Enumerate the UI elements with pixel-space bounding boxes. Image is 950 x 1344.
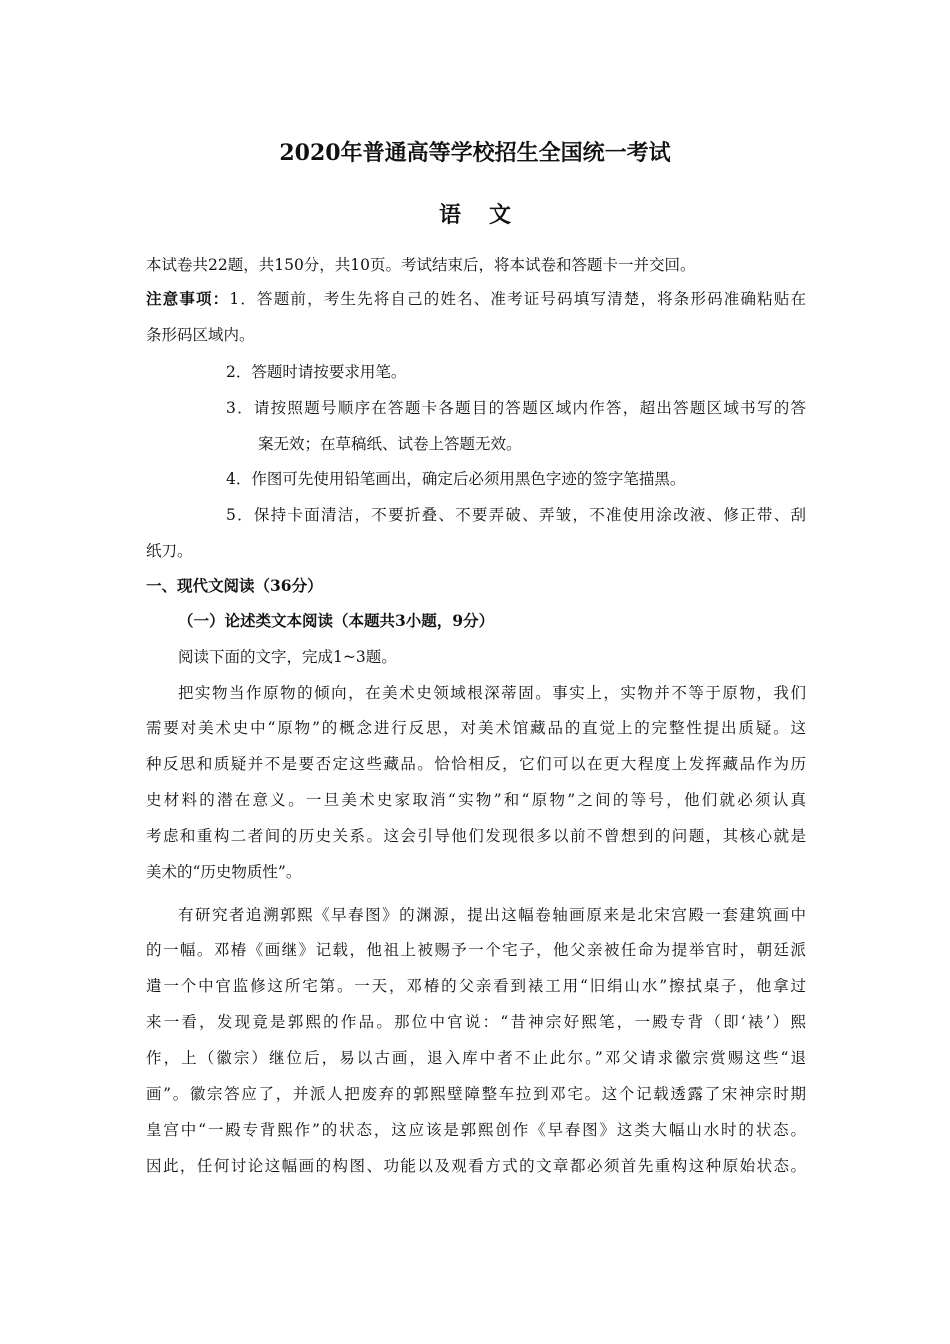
passage-p2-line: 画”。徽宗答应了，并派人把废弃的郭熙壁障整车拉到邓宅。这个记载透露了宋神宗时期 xyxy=(146,1085,806,1103)
passage-p2-line: 因此，任何讨论这幅画的构图、功能以及观看方式的文章都必须首先重构这种原始状态。 xyxy=(146,1157,806,1175)
subsection-heading: （一）论述类文本阅读（本题共3小题，9分） xyxy=(178,611,495,630)
notice-label: 注意事项： xyxy=(146,289,230,308)
passage-p2-line: 的一幅。邓椿《画继》记载，他祖上被赐予一个宅子，他父亲被任命为提举官时，朝廷派 xyxy=(146,941,806,959)
passage-p1-line: 史材料的潜在意义。一旦美术史家取消“实物”和“原物”之间的等号，他们就必须认真 xyxy=(146,791,806,809)
notice-item-1-text: 1．答题前，考生先将自己的姓名、准考证号码填写清楚，将条形码准确粘贴在 xyxy=(229,290,806,308)
notice-item-2: 2．答题时请按要求用笔。 xyxy=(226,363,407,381)
reading-instruction: 阅读下面的文字，完成1~3题。 xyxy=(178,648,397,666)
passage-p1-line: 考虑和重构二者间的历史关系。这会引导他们发现很多以前不曾想到的问题，其核心就是 xyxy=(146,827,806,845)
exam-title: 2020年普通高等学校招生全国统一考试 xyxy=(279,140,671,166)
notice-item-4: 4．作图可先使用铅笔画出，确定后必须用黑色字迹的签字笔描黑。 xyxy=(226,470,686,488)
passage-p2-line: 来一看，发现竟是郭熙的作品。那位中官说：“昔神宗好熙笔，一殿专背（即‘裱’）熙 xyxy=(146,1013,806,1031)
notice-item-3: 3．请按照题号顺序在答题卡各题目的答题区域内作答，超出答题区域书写的答 xyxy=(226,399,806,417)
subject-title: 语文 xyxy=(438,202,539,228)
notice-item-3-cont: 案无效；在草稿纸、试卷上答题无效。 xyxy=(258,435,522,453)
intro-line: 本试卷共22题，共150分，共10页。考试结束后，将本试卷和答题卡一并交回。 xyxy=(146,256,696,274)
notice-item-5: 5．保持卡面清洁，不要折叠、不要弄破、弄皱，不准使用涂改液、修正带、刮 xyxy=(226,506,806,524)
passage-p1-line: 美术的“历史物质性”。 xyxy=(146,863,302,881)
passage-p2-line: 皇宫中“一殿专背熙作”的状态，这应该是郭熙创作《早春图》这类大幅山水时的状态。 xyxy=(146,1121,806,1139)
notice-item-1-cont: 条形码区域内。 xyxy=(146,326,255,344)
passage-p1-line: 把实物当作原物的倾向，在美术史领域根深蒂固。事实上，实物并不等于原物，我们 xyxy=(178,684,806,702)
passage-p1-line: 种反思和质疑并不是要否定这些藏品。恰恰相反，它们可以在更大程度上发挥藏品作为历 xyxy=(146,755,806,773)
section-heading: 一、现代文阅读（36分） xyxy=(146,576,323,595)
passage-p1-line: 需要对美术史中“原物”的概念进行反思，对美术馆藏品的直觉上的完整性提出质疑。这 xyxy=(146,719,806,737)
notice-item-1 xyxy=(146,287,806,311)
passage-p2-line: 有研究者追溯郭熙《早春图》的渊源，提出这幅卷轴画原来是北宋宫殿一套建筑画中 xyxy=(178,906,806,924)
notice-item-5-cont: 纸刀。 xyxy=(146,542,193,560)
passage-p2-line: 作，上（徽宗）继位后，易以古画，退入库中者不止此尔。”邓父请求徽宗赏赐这些“退 xyxy=(146,1049,806,1067)
passage-p2-line: 遣一个中官监修这所宅第。一天，邓椿的父亲看到裱工用“旧绢山水”擦拭桌子，他拿过 xyxy=(146,977,806,995)
